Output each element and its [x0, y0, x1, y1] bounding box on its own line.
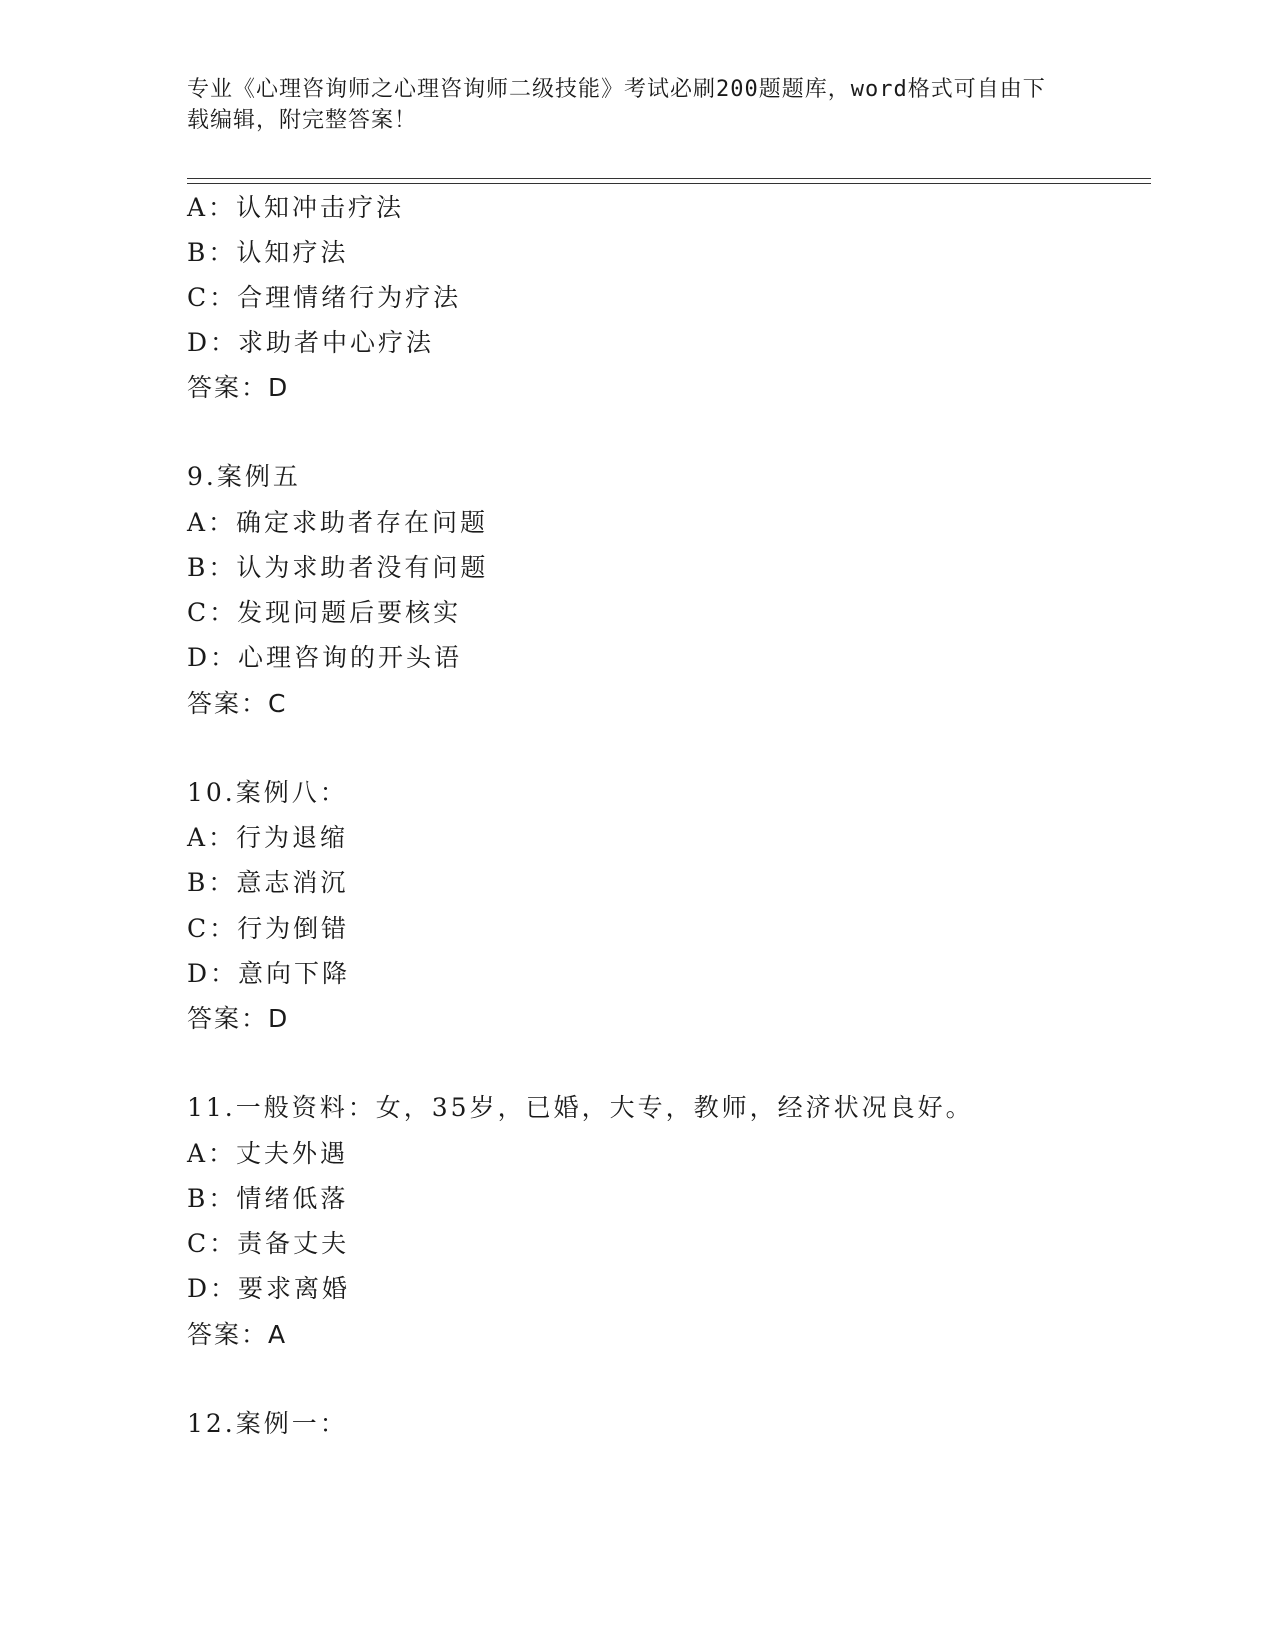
q9-answer: 答案：C [187, 689, 288, 718]
q11-option-a: A：丈夫外遇 [187, 1139, 349, 1168]
q9-option-b: B：认为求助者没有问题 [187, 553, 489, 582]
q10-title: 10.案例八： [187, 778, 348, 807]
q8-answer: 答案：D [187, 373, 290, 402]
q9-title: 9.案例五 [187, 462, 301, 491]
q11-option-b: B：情绪低落 [187, 1184, 349, 1213]
q11-option-d: D：要求离婚 [187, 1274, 351, 1303]
q10-option-c: C：行为倒错 [187, 914, 350, 943]
q9-option-d: D：心理咨询的开头语 [187, 643, 463, 672]
header-divider-bottom [187, 183, 1151, 184]
q12-title: 12.案例一： [187, 1409, 348, 1438]
q10-option-a: A：行为退缩 [187, 823, 349, 852]
header-divider-top [187, 178, 1151, 179]
q8-option-b: B：认知疗法 [187, 238, 349, 267]
q11-answer: 答案：A [187, 1320, 288, 1349]
q9-option-c: C：发现问题后要核实 [187, 598, 462, 627]
q10-option-b: B：意志消沉 [187, 868, 349, 897]
q8-option-d: D：求助者中心疗法 [187, 328, 435, 357]
q9-option-a: A：确定求助者存在问题 [187, 508, 489, 537]
q11-title: 11.一般资料：女，35岁，已婚，大专，教师，经济状况良好。 [187, 1093, 974, 1122]
document-header: 专业《心理咨询师之心理咨询师二级技能》考试必刷200题题库，word格式可自由下载编辑，附完整答案！ [187, 77, 1046, 133]
q10-option-d: D：意向下降 [187, 959, 351, 988]
q8-option-a: A：认知冲击疗法 [187, 193, 405, 222]
q10-answer: 答案：D [187, 1004, 290, 1033]
q11-option-c: C：责备丈夫 [187, 1229, 350, 1258]
q8-option-c: C：合理情绪行为疗法 [187, 283, 462, 312]
